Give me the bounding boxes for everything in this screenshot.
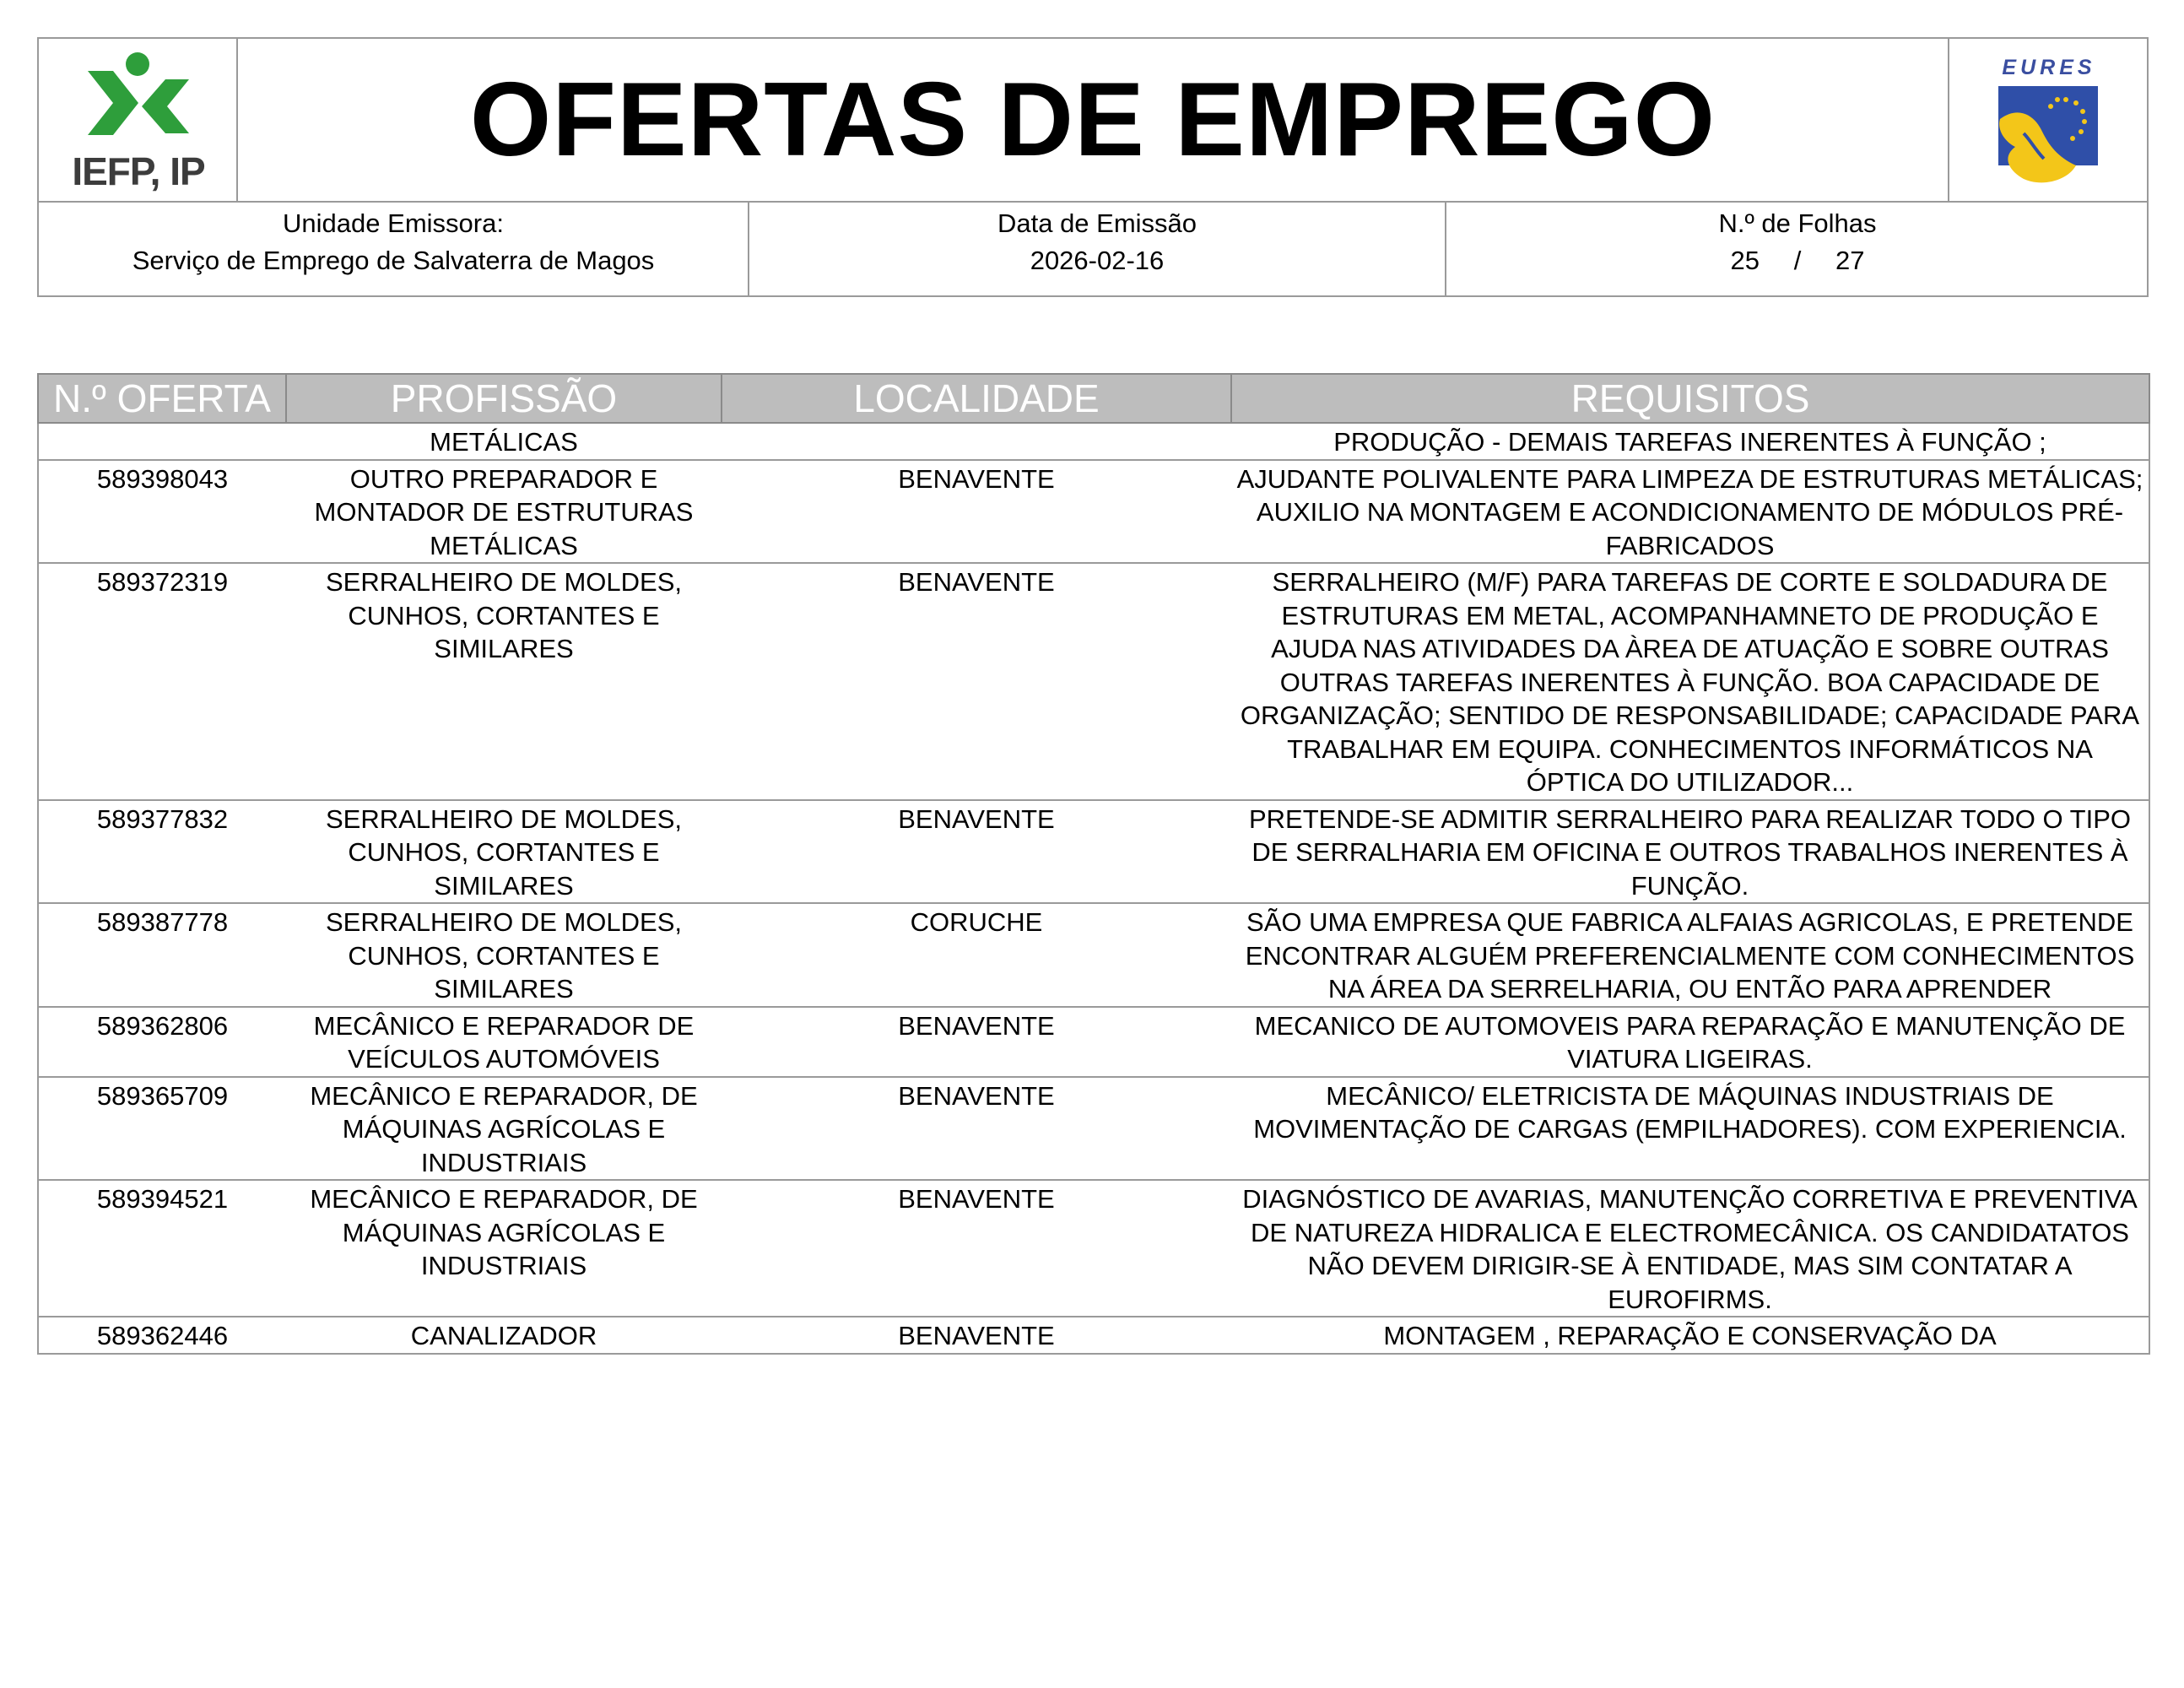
requirements-cell: AJUDANTE POLIVALENTE PARA LIMPEZA DE ESTRUTURAS METÁLICAS; AUXILIO NA MONTAGEM E ACONDICIONAMENTO DE MÓDULOS PRÉ-FABRICADOS xyxy=(1231,460,2149,564)
page-title: OFERTAS DE EMPREGO xyxy=(469,62,1716,178)
table-row xyxy=(38,563,2149,800)
profession-cell: CANALIZADOR xyxy=(286,1317,722,1354)
profession-cell: MECÂNICO E REPARADOR, DE MÁQUINAS AGRÍCOLAS E INDUSTRIAIS xyxy=(286,1077,722,1181)
eures-logo xyxy=(1948,39,2147,201)
requirements-cell: SÃO UMA EMPRESA QUE FABRICA ALFAIAS AGRICOLAS, E PRETENDE ENCONTRAR ALGUÉM PREFERENCIALMENTE COM CONHECIMENTOS NA ÁREA DA SERRELHARIA, OU ENTÃO PARA APRENDER xyxy=(1231,903,2149,1007)
sheet-count-value xyxy=(1446,242,2149,279)
table-header-row xyxy=(38,374,2149,423)
table-row xyxy=(38,1180,2149,1317)
location-cell: BENAVENTE xyxy=(722,460,1231,564)
location-cell xyxy=(722,423,1231,460)
sheet-count-label: N.º de Folhas xyxy=(1718,208,1877,238)
job-offers-table xyxy=(37,373,2150,1355)
offer-number-cell: 589387778 xyxy=(38,903,286,1007)
profession-cell: OUTRO PREPARADOR E MONTADOR DE ESTRUTURAS METÁLICAS xyxy=(286,460,722,564)
location-cell: BENAVENTE xyxy=(722,1317,1231,1354)
table-row xyxy=(38,1077,2149,1181)
requirements-cell: MECÂNICO/ ELETRICISTA DE MÁQUINAS INDUSTRIAIS DE MOVIMENTAÇÃO DE CARGAS (EMPILHADORES). COM EXPERIENCIA. xyxy=(1231,1077,2149,1181)
profession-cell: MECÂNICO E REPARADOR, DE MÁQUINAS AGRÍCOLAS E INDUSTRIAIS xyxy=(286,1180,722,1317)
requirements-cell: PRODUÇÃO - DEMAIS TAREFAS INERENTES À FUNÇÃO ; xyxy=(1231,423,2149,460)
issue-date-cell xyxy=(748,203,1445,297)
requirements-cell: MONTAGEM , REPARAÇÃO E CONSERVAÇÃO DA xyxy=(1231,1317,2149,1354)
location-cell: BENAVENTE xyxy=(722,1007,1231,1077)
profession-cell: METÁLICAS xyxy=(286,423,722,460)
issue-date-value: 2026-02-16 xyxy=(1030,246,1165,275)
requirements-cell: MECANICO DE AUTOMOVEIS PARA REPARAÇÃO E MANUTENÇÃO DE VIATURA LIGEIRAS. xyxy=(1231,1007,2149,1077)
offer-number-cell: 589362806 xyxy=(38,1007,286,1077)
sheet-count-cell xyxy=(1445,203,2149,297)
column-header-location: LOCALIDADE xyxy=(722,374,1231,423)
offer-number-cell xyxy=(38,423,286,460)
table-row xyxy=(38,800,2149,904)
issue-date-label: Data de Emissão xyxy=(997,208,1197,238)
table-row xyxy=(38,1007,2149,1077)
table-row xyxy=(38,423,2149,460)
offer-number-cell: 589372319 xyxy=(38,563,286,800)
issuing-unit-value: Serviço de Emprego de Salvaterra de Magos xyxy=(132,246,655,275)
offer-number-cell: 589362446 xyxy=(38,1317,286,1354)
eures-logo-text: EURES xyxy=(2002,56,2096,79)
iefp-logo-icon xyxy=(39,39,238,149)
table-row xyxy=(38,460,2149,564)
eures-hand-icon xyxy=(1949,39,2149,201)
location-cell: BENAVENTE xyxy=(722,1077,1231,1181)
offer-number-cell: 589394521 xyxy=(38,1180,286,1317)
issuing-unit-label: Unidade Emissora: xyxy=(283,208,504,238)
column-header-requirements: REQUISITOS xyxy=(1231,374,2149,423)
sheet-separator: / xyxy=(1793,246,1802,275)
sheet-current: 25 xyxy=(1730,246,1760,275)
issue-info-row xyxy=(39,201,2147,297)
offer-number-cell: 589377832 xyxy=(38,800,286,904)
document-header xyxy=(37,37,2149,297)
location-cell: BENAVENTE xyxy=(722,800,1231,904)
sheet-total: 27 xyxy=(1835,246,1865,275)
profession-cell: SERRALHEIRO DE MOLDES, CUNHOS, CORTANTES E SIMILARES xyxy=(286,563,722,800)
column-header-offer-number: N.º OFERTA xyxy=(38,374,286,423)
table-row xyxy=(38,1317,2149,1354)
offer-number-cell: 589398043 xyxy=(38,460,286,564)
profession-cell: SERRALHEIRO DE MOLDES, CUNHOS, CORTANTES E SIMILARES xyxy=(286,903,722,1007)
profession-cell: MECÂNICO E REPARADOR DE VEÍCULOS AUTOMÓVEIS xyxy=(286,1007,722,1077)
issuing-unit-cell xyxy=(39,203,748,297)
requirements-cell: SERRALHEIRO (M/F) PARA TAREFAS DE CORTE E SOLDADURA DE ESTRUTURAS EM METAL, ACOMPANHAMNETO DE PRODUÇÃO E AJUDA NAS ATIVIDADES DA ÀREA DE ATUAÇÃO E SOBRE OUTRAS OUTRAS TAREFAS INERENTES À FUNÇÃO. BOA CAPACIDADE DE ORGANIZAÇÃO; SENTIDO DE RESPONSABILIDADE; CAPACIDADE PARA TRABALHAR EM EQUIPA. CONHECIMENTOS INFORMÁTICOS NA ÓPTICA DO UTILIZADOR... xyxy=(1231,563,2149,800)
column-header-profession: PROFISSÃO xyxy=(286,374,722,423)
iefp-logo xyxy=(39,39,238,201)
offer-number-cell: 589365709 xyxy=(38,1077,286,1181)
profession-cell: SERRALHEIRO DE MOLDES, CUNHOS, CORTANTES E SIMILARES xyxy=(286,800,722,904)
location-cell: CORUCHE xyxy=(722,903,1231,1007)
iefp-logo-text: IEFP, IP xyxy=(72,149,205,193)
table-row xyxy=(38,903,2149,1007)
location-cell: BENAVENTE xyxy=(722,1180,1231,1317)
requirements-cell: DIAGNÓSTICO DE AVARIAS, MANUTENÇÃO CORRETIVA E PREVENTIVA DE NATUREZA HIDRALICA E ELECTROMECÂNICA. OS CANDIDATATOS NÃO DEVEM DIRIGIR-SE À ENTIDADE, MAS SIM CONTATAR A EUROFIRMS. xyxy=(1231,1180,2149,1317)
requirements-cell: PRETENDE-SE ADMITIR SERRALHEIRO PARA REALIZAR TODO O TIPO DE SERRALHARIA EM OFICINA E OUTROS TRABALHOS INERENTES À FUNÇÃO. xyxy=(1231,800,2149,904)
location-cell: BENAVENTE xyxy=(722,563,1231,800)
